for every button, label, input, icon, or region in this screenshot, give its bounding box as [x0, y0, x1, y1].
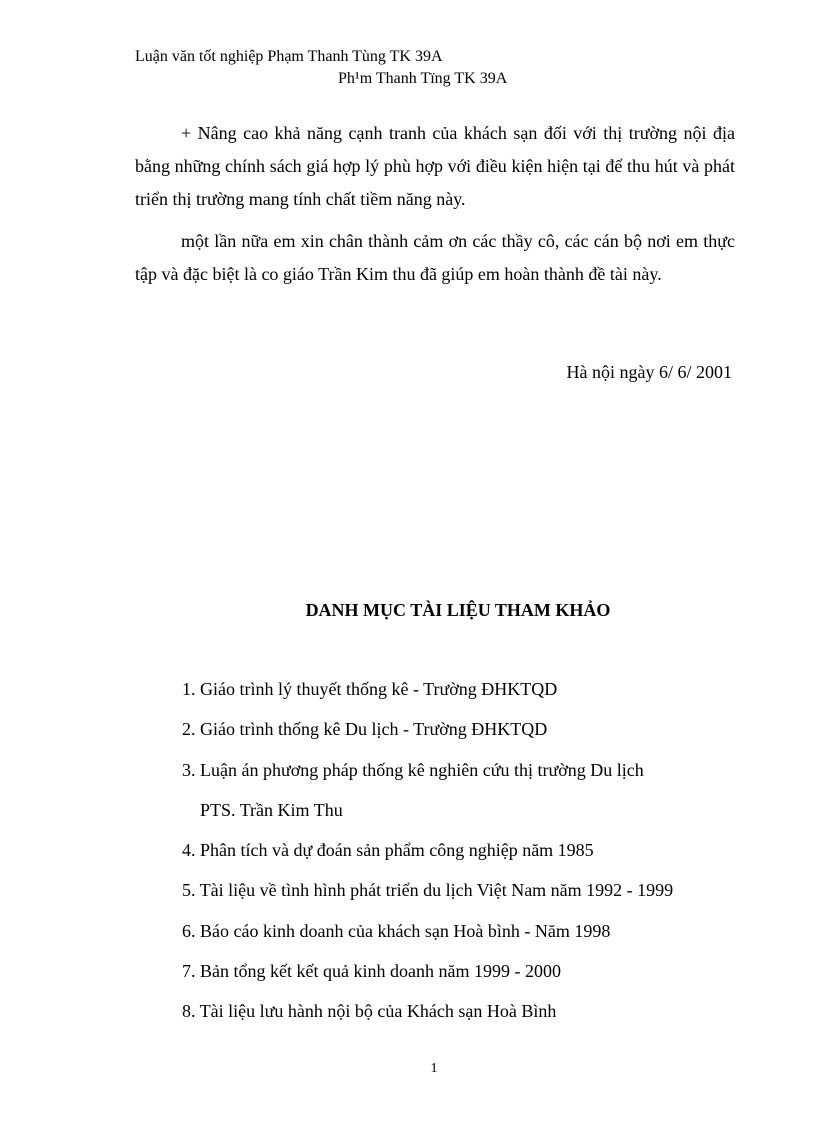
reference-item: 3. Luận án phương pháp thống kê nghiên cứu thị trường Du lịch — [182, 759, 644, 780]
reference-item-continuation: PTS. Trần Kim Thu — [200, 799, 343, 820]
reference-item: 1. Giáo trình lý thuyết thống kê - Trường ĐHKTQD — [182, 679, 558, 699]
body-paragraph-1: + Nâng cao khả năng cạnh tranh của khách sạn đối với thị trường nội địa bằng những chính sách giá hợp lý phù hợp với điều kiện hiện tại để thu hút và phát triển thị trường mang tính chất tiềm năng này. — [135, 123, 735, 209]
reference-item: 2. Giáo trình thống kê Du lịch - Trường ĐHKTQD — [182, 719, 548, 740]
reference-item: 5. Tài liệu về tình hình phát triển du lịch Việt Nam năm 1992 - 1999 — [182, 880, 674, 901]
running-header-garbled: Ph¹m Thanh Tïng TK 39A — [338, 70, 508, 87]
references-list — [182, 675, 673, 1038]
reference-item: 6. Báo cáo kinh doanh của khách sạn Hoà bình - Năm 1998 — [182, 920, 611, 941]
reference-item: 7. Bản tổng kết kết quả kinh doanh năm 1999 - 2000 — [182, 961, 561, 982]
reference-item: 4. Phân tích và dự đoán sản phẩm công nghiệp năm 1985 — [182, 840, 594, 861]
reference-item: 8. Tài liệu lưu hành nội bộ của Khách sạn Hoà Bình — [182, 1001, 557, 1022]
body-paragraph-2: một lần nữa em xin chân thành cảm ơn các thầy cô, các cán bộ nơi em thực tập và đặc biệt là co giáo Trần Kim thu đã giúp em hoàn thành đề tài này. — [135, 231, 735, 284]
page-number: 1 — [430, 1061, 438, 1076]
signing-date: Hà nội ngày 6/ 6/ 2001 — [566, 362, 732, 382]
references-title — [0, 600, 816, 621]
references-title-text: DANH MỤC TÀI LIỆU THAM KHẢO — [305, 600, 611, 620]
running-header: Luận văn tốt nghiệp Phạm Thanh Tùng TK 39A — [135, 48, 443, 65]
